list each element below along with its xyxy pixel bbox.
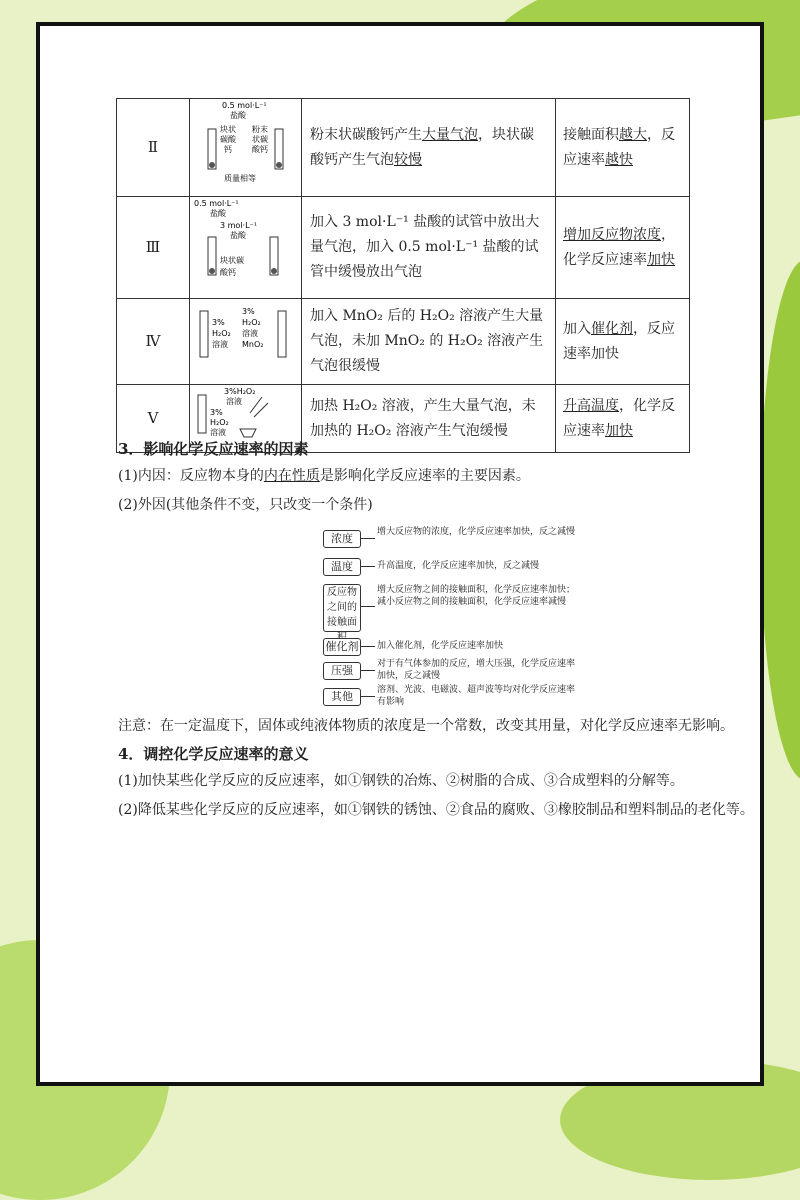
paragraph: (2)外因(其他条件不变，只改变一个条件) — [118, 497, 373, 513]
factor-box: 浓度 — [323, 530, 361, 548]
paragraph: (1)加快某些化学反应的反应速率，如①钢铁的冶炼、②树脂的合成、③合成塑料的分解等。 — [118, 773, 684, 789]
row-number: Ⅳ — [117, 299, 190, 385]
conclusion-cell: 增加反应物浓度，化学反应速率加快 — [556, 197, 690, 299]
svg-text:盐酸: 盐酸 — [230, 111, 246, 120]
svg-text:H₂O₂: H₂O₂ — [212, 329, 231, 338]
svg-text:H₂O₂: H₂O₂ — [210, 418, 229, 427]
factor-text: 溶剂、光波、电磁波、超声波等均对化学反应速率有影响 — [377, 685, 576, 707]
paragraph: (1)内因：反应物本身的内在性质是影响化学反应速率的主要因素。 — [118, 468, 530, 484]
svg-text:碳酸: 碳酸 — [220, 135, 236, 144]
test-tube-icon — [190, 299, 301, 375]
factor-text: 加入催化剂，化学反应速率加快 — [377, 641, 504, 651]
experiment-table — [116, 98, 690, 453]
experiment-figure — [190, 299, 302, 385]
svg-text:3%: 3% — [210, 408, 223, 417]
factor-diagram — [323, 526, 583, 706]
table-row — [117, 299, 690, 385]
table-row — [117, 99, 690, 197]
svg-text:H₂O₂: H₂O₂ — [242, 318, 261, 327]
svg-text:粉末: 粉末 — [252, 125, 268, 134]
section-heading: 4．调控化学反应速率的意义 — [118, 745, 309, 763]
factor-box: 其他 — [323, 688, 361, 706]
svg-text:3 mol·L⁻¹: 3 mol·L⁻¹ — [220, 221, 257, 230]
test-tube-icon — [190, 99, 301, 187]
svg-text:0.5 mol·L⁻¹: 0.5 mol·L⁻¹ — [194, 199, 239, 208]
factor-box: 催化剂 — [323, 638, 361, 656]
svg-text:3%: 3% — [212, 318, 225, 327]
svg-text:溶液: 溶液 — [242, 329, 258, 338]
svg-text:溶液: 溶液 — [226, 397, 242, 406]
svg-text:酸钙: 酸钙 — [220, 268, 236, 277]
experiment-figure — [190, 197, 302, 299]
svg-text:块状: 块状 — [220, 125, 236, 134]
phenomenon-cell: 加热 H₂O₂ 溶液，产生大量气泡，未加热的 H₂O₂ 溶液产生气泡缓慢 — [302, 385, 556, 453]
phenomenon-cell: 加入 3 mol·L⁻¹ 盐酸的试管中放出大量气泡，加入 0.5 mol·L⁻¹ 盐酸的试管中缓慢放出气泡 — [302, 197, 556, 299]
svg-text:MnO₂: MnO₂ — [242, 340, 264, 349]
document-page — [36, 22, 764, 1086]
svg-text:0.5 mol·L⁻¹: 0.5 mol·L⁻¹ — [222, 101, 267, 110]
svg-text:3%: 3% — [242, 307, 255, 316]
svg-text:酸钙: 酸钙 — [252, 145, 268, 154]
factor-box: 反应物之间的接触面 — [323, 584, 361, 632]
test-tube-icon — [190, 197, 301, 289]
svg-text:盐酸: 盐酸 — [210, 209, 226, 218]
factor-text: 增大反应物之间的接触面积，化学反应速率加快；减小反应物之间的接触面积，化学反应速率减慢 — [377, 585, 576, 607]
conclusion-cell: 加入催化剂，反应速率加快 — [556, 299, 690, 385]
section-heading: 3．影响化学反应速率的因素 — [118, 440, 309, 458]
content-body — [118, 436, 758, 825]
svg-text:3%H₂O₂: 3%H₂O₂ — [224, 387, 256, 396]
conclusion-cell: 接触面积越大，反应速率越快 — [556, 99, 690, 197]
row-number: Ⅴ — [117, 385, 190, 453]
phenomenon-cell: 加入 MnO₂ 后的 H₂O₂ 溶液产生大量气泡，未加 MnO₂ 的 H₂O₂ 溶液产生气泡很缓慢 — [302, 299, 556, 385]
table-row — [117, 197, 690, 299]
svg-text:状碳: 状碳 — [252, 135, 268, 144]
test-tube-icon — [190, 385, 301, 443]
factor-text: 增大反应物的浓度，化学反应速率加快，反之减慢 — [377, 527, 576, 537]
factor-text: 对于有气体参加的反应，增大压强，化学反应速率加快，反之减慢 — [377, 659, 576, 681]
paragraph: (2)降低某些化学反应的反应速率，如①钢铁的锈蚀、②食品的腐败、③橡胶制品和塑料制品的老化等。 — [118, 802, 754, 818]
factor-text: 升高温度，化学反应速率加快，反之减慢 — [377, 561, 540, 571]
factor-box: 压强 — [323, 662, 361, 680]
svg-text:钙: 钙 — [224, 145, 232, 154]
note-paragraph: 注意：在一定温度下，固体或纯液体物质的浓度是一个常数，改变其用量，对化学反应速率无影响。 — [118, 718, 734, 734]
svg-text:块状碳: 块状碳 — [220, 256, 244, 265]
factor-box: 温度 — [323, 558, 361, 576]
svg-text:质量相等: 质量相等 — [224, 174, 256, 183]
svg-text:溶液: 溶液 — [210, 428, 226, 437]
experiment-figure — [190, 99, 302, 197]
row-number: Ⅱ — [117, 99, 190, 197]
row-number: Ⅲ — [117, 197, 190, 299]
phenomenon-cell: 粉末状碳酸钙产生大量气泡，块状碳酸钙产生气泡较慢 — [302, 99, 556, 197]
svg-text:盐酸: 盐酸 — [230, 231, 246, 240]
svg-text:溶液: 溶液 — [212, 340, 228, 349]
conclusion-cell: 升高温度，化学反应速率加快 — [556, 385, 690, 453]
